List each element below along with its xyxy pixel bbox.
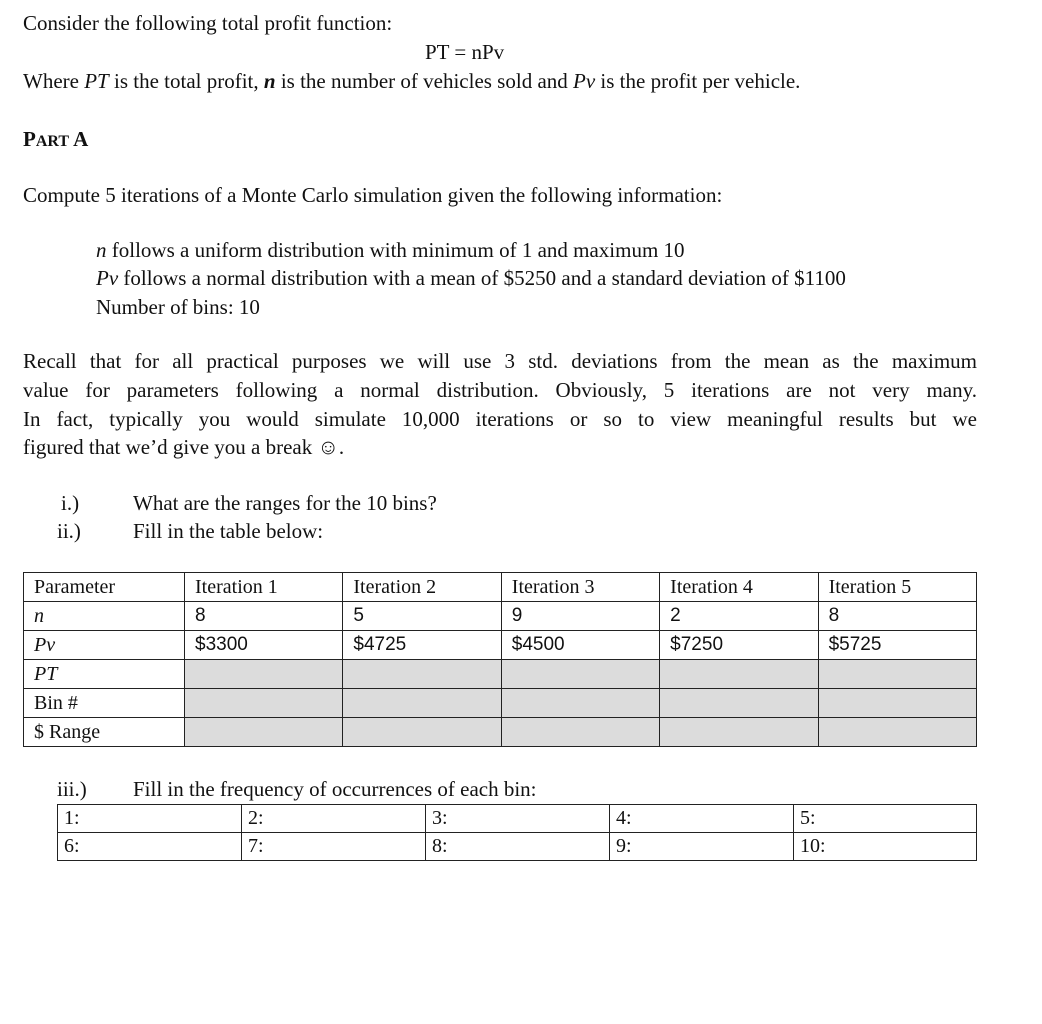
- row-label: n: [24, 602, 185, 631]
- answer-cell[interactable]: [185, 660, 343, 689]
- freq-cell-7[interactable]: 7:: [242, 833, 426, 861]
- row-label: Pv: [24, 631, 185, 660]
- header-iteration-5: Iteration 5: [818, 573, 976, 602]
- question-text-2: Fill in the table below:: [133, 519, 324, 543]
- iteration-table: [23, 572, 977, 747]
- table-cell: $5725: [818, 631, 976, 660]
- header-iteration-3: Iteration 3: [501, 573, 659, 602]
- intro-line: Consider the following total profit function:: [23, 11, 393, 35]
- header-iteration-4: Iteration 4: [660, 573, 818, 602]
- row-label: $ Range: [24, 718, 185, 747]
- recall-line-3: In fact, typically you would simulate 10,000 iterations or so to view meaningful results but we: [23, 407, 977, 431]
- table-row-n: [24, 602, 977, 631]
- freq-cell-2[interactable]: 2:: [242, 805, 426, 833]
- frequency-table: [57, 804, 977, 861]
- answer-cell[interactable]: [501, 660, 659, 689]
- freq-cell-1[interactable]: 1:: [58, 805, 242, 833]
- question-num-2: ii.): [57, 519, 81, 543]
- header-iteration-2: Iteration 2: [343, 573, 501, 602]
- table-cell: $4725: [343, 631, 501, 660]
- table-cell: 8: [818, 602, 976, 631]
- recall-line-4: figured that we’d give you a break ☺.: [23, 435, 345, 459]
- pv-distribution-line: Pv follows a normal distribution with a mean of $5250 and a standard deviation of $1100: [96, 266, 846, 290]
- pv-var: Pv: [573, 69, 596, 93]
- where-line: Where PT is the total profit, n is the number of vehicles sold and Pv is the profit per vehicle.: [23, 69, 801, 93]
- answer-cell[interactable]: [660, 660, 818, 689]
- answer-cell[interactable]: [343, 660, 501, 689]
- table-row-range: [24, 718, 977, 747]
- row-label: PT: [24, 660, 185, 689]
- answer-cell[interactable]: [818, 718, 976, 747]
- question-num-1: i.): [61, 491, 80, 515]
- table-cell: 9: [501, 602, 659, 631]
- answer-cell[interactable]: [343, 689, 501, 718]
- freq-cell-4[interactable]: 4:: [610, 805, 794, 833]
- answer-cell[interactable]: [660, 718, 818, 747]
- freq-cell-10[interactable]: 10:: [794, 833, 977, 861]
- table-row-bin: [24, 689, 977, 718]
- answer-cell[interactable]: [185, 689, 343, 718]
- table-header-row: [24, 573, 977, 602]
- recall-line-1: Recall that for all practical purposes we will use 3 std. deviations from the mean as the maximum: [23, 349, 977, 373]
- header-iteration-1: Iteration 1: [185, 573, 343, 602]
- freq-row-1: [58, 805, 977, 833]
- question-num-3: iii.): [57, 777, 87, 801]
- formula-text: PT = nPv: [425, 40, 505, 64]
- freq-cell-9[interactable]: 9:: [610, 833, 794, 861]
- compute-line: Compute 5 iterations of a Monte Carlo simulation given the following information:: [23, 183, 723, 207]
- freq-cell-5[interactable]: 5:: [794, 805, 977, 833]
- answer-cell[interactable]: [818, 689, 976, 718]
- table-cell: 2: [660, 602, 818, 631]
- answer-cell[interactable]: [501, 689, 659, 718]
- pt-var: PT: [84, 69, 109, 93]
- row-label: Bin #: [24, 689, 185, 718]
- freq-cell-3[interactable]: 3:: [426, 805, 610, 833]
- answer-cell[interactable]: [343, 718, 501, 747]
- header-parameter: Parameter: [24, 573, 185, 602]
- freq-cell-8[interactable]: 8:: [426, 833, 610, 861]
- freq-row-2: [58, 833, 977, 861]
- table-row-pv: [24, 631, 977, 660]
- question-text-1: What are the ranges for the 10 bins?: [133, 491, 437, 515]
- answer-cell[interactable]: [185, 718, 343, 747]
- recall-line-2: value for parameters following a normal distribution. Obviously, 5 iterations are not very many.: [23, 378, 977, 402]
- n-distribution-line: n follows a uniform distribution with minimum of 1 and maximum 10: [96, 238, 685, 262]
- table-cell: $4500: [501, 631, 659, 660]
- question-text-3: Fill in the frequency of occurrences of each bin:: [133, 777, 537, 801]
- table-cell: $7250: [660, 631, 818, 660]
- answer-cell[interactable]: [501, 718, 659, 747]
- table-cell: $3300: [185, 631, 343, 660]
- answer-cell[interactable]: [818, 660, 976, 689]
- freq-cell-6[interactable]: 6:: [58, 833, 242, 861]
- part-a-heading: PART A: [23, 127, 89, 151]
- table-cell: 5: [343, 602, 501, 631]
- table-row-pt: [24, 660, 977, 689]
- n-var: n: [263, 69, 276, 93]
- answer-cell[interactable]: [660, 689, 818, 718]
- bins-line: Number of bins: 10: [96, 295, 260, 319]
- table-cell: 8: [185, 602, 343, 631]
- profit-formula: [425, 40, 504, 64]
